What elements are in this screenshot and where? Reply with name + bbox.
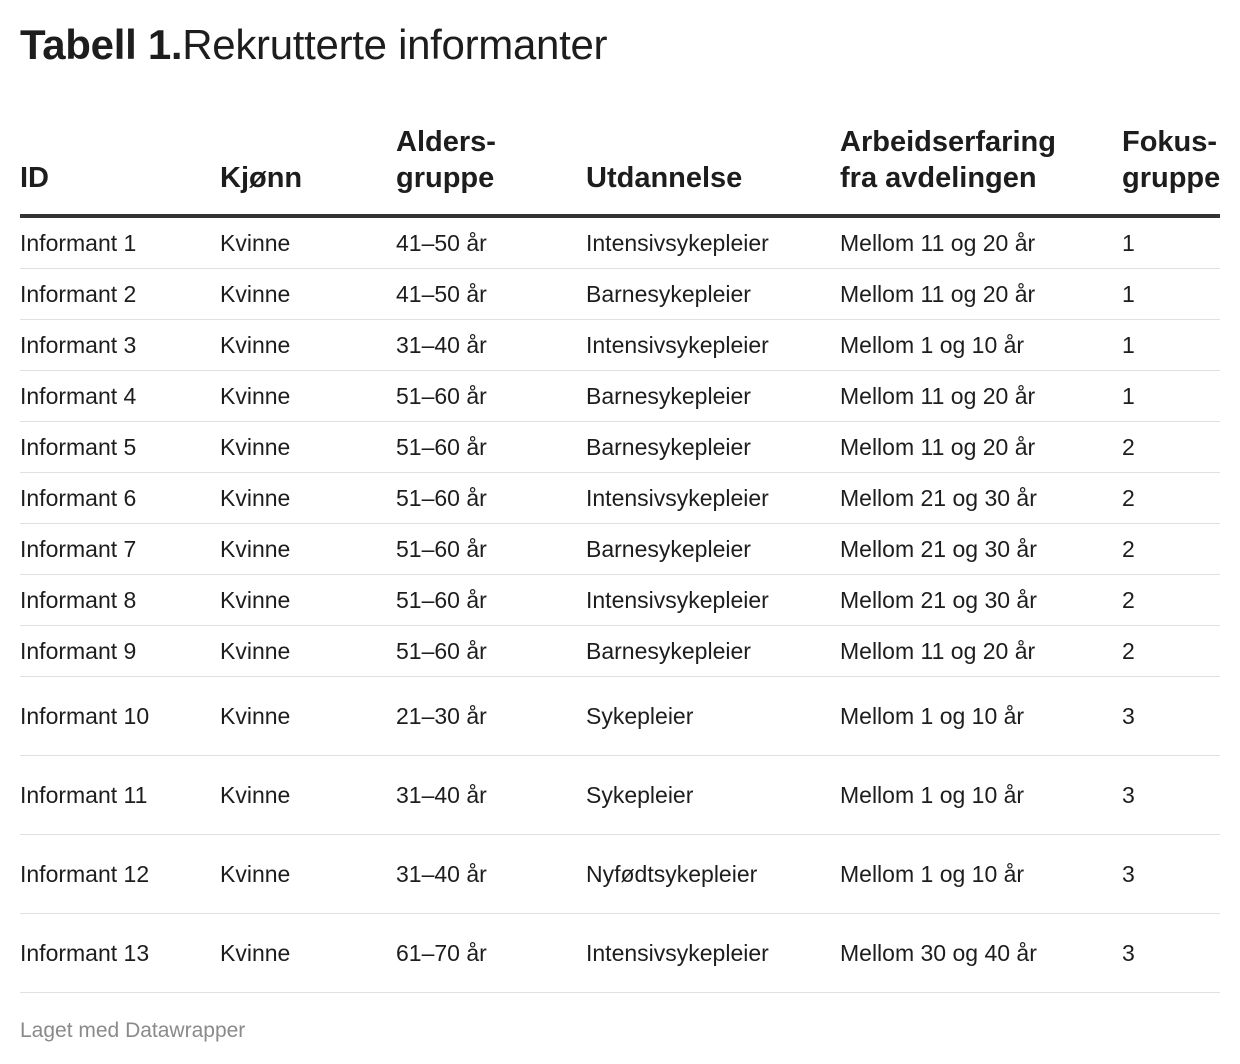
table-row (20, 914, 1220, 993)
cell-id: Informant 7 (20, 524, 220, 575)
table-title-text: Rekrutterte informanter (182, 21, 608, 68)
cell-fokusgruppe: 1 (1122, 269, 1220, 320)
cell-id: Informant 11 (20, 756, 220, 835)
cell-aldersgruppe: 41–50 år (396, 269, 586, 320)
table-title (20, 20, 607, 70)
header-row (20, 124, 1220, 216)
cell-aldersgruppe: 31–40 år (396, 756, 586, 835)
cell-arbeidserfaring: Mellom 1 og 10 år (840, 756, 1122, 835)
cell-id: Informant 9 (20, 626, 220, 677)
cell-utdannelse: Barnesykepleier (586, 269, 840, 320)
cell-id: Informant 1 (20, 216, 220, 269)
cell-kjonn: Kvinne (220, 524, 396, 575)
cell-utdannelse: Intensivsykepleier (586, 575, 840, 626)
cell-aldersgruppe: 51–60 år (396, 626, 586, 677)
cell-arbeidserfaring: Mellom 21 og 30 år (840, 575, 1122, 626)
cell-fokusgruppe: 3 (1122, 914, 1220, 993)
table-body (20, 216, 1220, 993)
cell-aldersgruppe: 41–50 år (396, 216, 586, 269)
cell-id: Informant 4 (20, 371, 220, 422)
cell-kjonn: Kvinne (220, 756, 396, 835)
cell-utdannelse: Sykepleier (586, 756, 840, 835)
header-id: ID (20, 124, 220, 216)
cell-utdannelse: Barnesykepleier (586, 422, 840, 473)
cell-kjonn: Kvinne (220, 269, 396, 320)
cell-fokusgruppe: 1 (1122, 371, 1220, 422)
cell-id: Informant 6 (20, 473, 220, 524)
table-row (20, 371, 1220, 422)
cell-kjonn: Kvinne (220, 422, 396, 473)
cell-fokusgruppe: 2 (1122, 473, 1220, 524)
footer-credit: Laget med Datawrapper (20, 1019, 246, 1042)
cell-aldersgruppe: 51–60 år (396, 422, 586, 473)
cell-id: Informant 8 (20, 575, 220, 626)
table-row (20, 422, 1220, 473)
cell-id: Informant 12 (20, 835, 220, 914)
table-row (20, 524, 1220, 575)
cell-id: Informant 5 (20, 422, 220, 473)
cell-arbeidserfaring: Mellom 11 og 20 år (840, 269, 1122, 320)
cell-utdannelse: Intensivsykepleier (586, 320, 840, 371)
table-row (20, 835, 1220, 914)
table-header (20, 124, 1220, 216)
cell-arbeidserfaring: Mellom 21 og 30 år (840, 524, 1122, 575)
cell-utdannelse: Barnesykepleier (586, 626, 840, 677)
header-kjonn: Kjønn (220, 124, 396, 216)
cell-kjonn: Kvinne (220, 914, 396, 993)
cell-utdannelse: Barnesykepleier (586, 524, 840, 575)
cell-id: Informant 3 (20, 320, 220, 371)
cell-fokusgruppe: 3 (1122, 677, 1220, 756)
cell-utdannelse: Intensivsykepleier (586, 473, 840, 524)
cell-kjonn: Kvinne (220, 677, 396, 756)
cell-kjonn: Kvinne (220, 835, 396, 914)
cell-fokusgruppe: 2 (1122, 575, 1220, 626)
table-row (20, 756, 1220, 835)
table-title-number: Tabell 1. (20, 21, 183, 68)
cell-id: Informant 13 (20, 914, 220, 993)
table-row (20, 320, 1220, 371)
cell-aldersgruppe: 51–60 år (396, 575, 586, 626)
cell-fokusgruppe: 2 (1122, 422, 1220, 473)
table-row (20, 216, 1220, 269)
table-row (20, 626, 1220, 677)
cell-arbeidserfaring: Mellom 11 og 20 år (840, 371, 1122, 422)
cell-kjonn: Kvinne (220, 320, 396, 371)
informants-table (20, 124, 1220, 993)
header-fokusgruppe: Fokus- gruppe (1122, 124, 1220, 216)
cell-aldersgruppe: 51–60 år (396, 473, 586, 524)
table-row (20, 269, 1220, 320)
cell-kjonn: Kvinne (220, 626, 396, 677)
cell-utdannelse: Intensivsykepleier (586, 914, 840, 993)
cell-kjonn: Kvinne (220, 473, 396, 524)
cell-aldersgruppe: 21–30 år (396, 677, 586, 756)
cell-fokusgruppe: 3 (1122, 756, 1220, 835)
header-arbeidserfaring: Arbeidserfaring fra avdelingen (840, 124, 1122, 216)
cell-aldersgruppe: 31–40 år (396, 320, 586, 371)
cell-kjonn: Kvinne (220, 216, 396, 269)
cell-kjonn: Kvinne (220, 575, 396, 626)
cell-fokusgruppe: 1 (1122, 320, 1220, 371)
cell-fokusgruppe: 3 (1122, 835, 1220, 914)
table-row (20, 575, 1220, 626)
cell-arbeidserfaring: Mellom 1 og 10 år (840, 835, 1122, 914)
cell-arbeidserfaring: Mellom 21 og 30 år (840, 473, 1122, 524)
cell-arbeidserfaring: Mellom 1 og 10 år (840, 677, 1122, 756)
cell-id: Informant 2 (20, 269, 220, 320)
cell-utdannelse: Nyfødtsykepleier (586, 835, 840, 914)
header-utdannelse: Utdannelse (586, 124, 840, 216)
cell-arbeidserfaring: Mellom 11 og 20 år (840, 216, 1122, 269)
table-row (20, 473, 1220, 524)
cell-aldersgruppe: 51–60 år (396, 524, 586, 575)
cell-id: Informant 10 (20, 677, 220, 756)
cell-aldersgruppe: 31–40 år (396, 835, 586, 914)
cell-arbeidserfaring: Mellom 11 og 20 år (840, 626, 1122, 677)
cell-aldersgruppe: 51–60 år (396, 371, 586, 422)
cell-fokusgruppe: 2 (1122, 524, 1220, 575)
cell-utdannelse: Intensivsykepleier (586, 216, 840, 269)
cell-arbeidserfaring: Mellom 30 og 40 år (840, 914, 1122, 993)
cell-utdannelse: Barnesykepleier (586, 371, 840, 422)
header-aldersgruppe: Alders- gruppe (396, 124, 586, 216)
cell-fokusgruppe: 2 (1122, 626, 1220, 677)
cell-fokusgruppe: 1 (1122, 216, 1220, 269)
cell-kjonn: Kvinne (220, 371, 396, 422)
cell-utdannelse: Sykepleier (586, 677, 840, 756)
cell-aldersgruppe: 61–70 år (396, 914, 586, 993)
cell-arbeidserfaring: Mellom 11 og 20 år (840, 422, 1122, 473)
cell-arbeidserfaring: Mellom 1 og 10 år (840, 320, 1122, 371)
table-row (20, 677, 1220, 756)
